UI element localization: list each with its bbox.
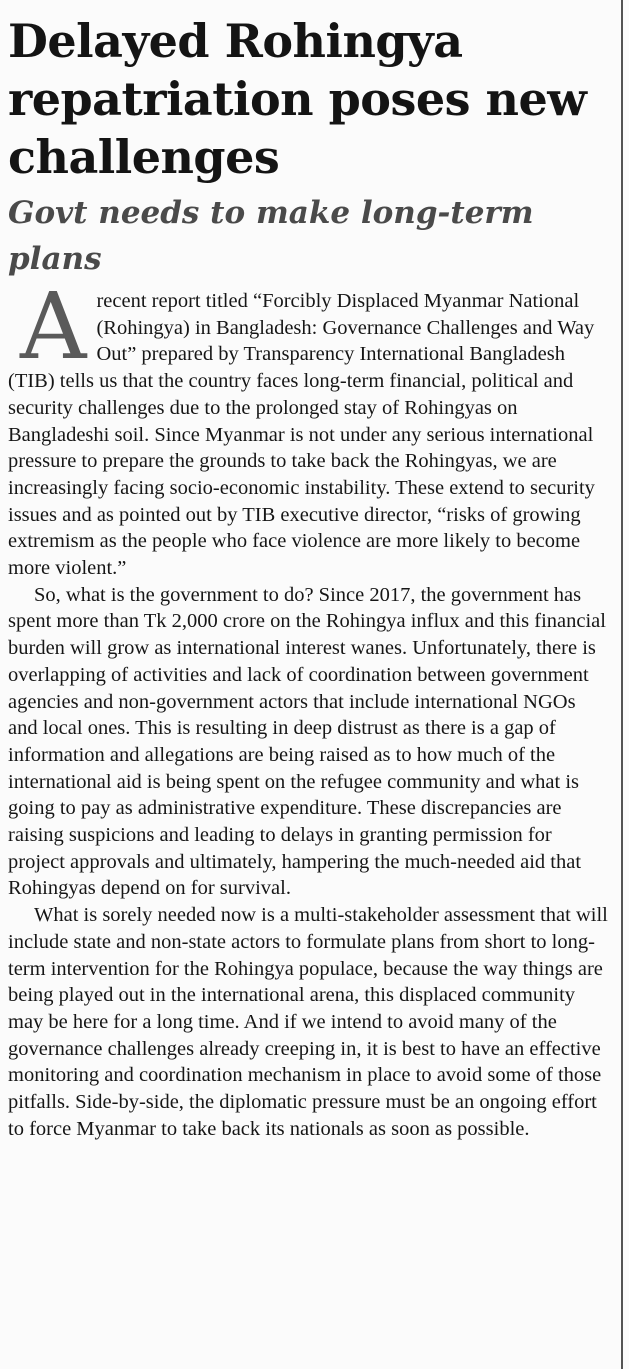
paragraph-2: So, what is the government to do? Since 2017, the government has spent more than Tk 2,000 crore on the Rohingya influx and this financial burden will grow as international interest wanes. Unfortunately, there is overlapping of activities and lack of coordination between government agencies and non-government actors that include international NGOs and local ones. This is resulting in deep distrust as there is a gap of information and allegations are being raised as to how much of the international aid is being spent on the refugee community and what is going to pay as administrative expenditure. These discrepancies are raising suspicions and leading to delays in granting permission for project approvals and ultimately, hampering the much-needed aid that Rohingyas depend on for survival. — [8, 583, 606, 900]
paragraph-1 — [8, 273, 608, 582]
headline: Delayed Rohingya repatriation poses new challenges — [8, 14, 587, 184]
paragraph-1-text: recent report titled “Forcibly Displaced Myanmar National (Rohingya) in Bangladesh: Governance Challenges and Way Out” prepared by Transparency International Bangladesh (TIB) tells us that the country faces long-term financial, political and security challenges due to the prolonged stay of Rohingyas on Bangladeshi soil. Since Myanmar is not under any serious international pressure to prepare the grounds to take back the Rohingyas, we are increasingly facing socio-economic instability. These extend to security issues and as pointed out by TIB executive director, “risks of growing extremism as the people who face violence are more likely to become more violent.” — [8, 290, 595, 580]
article-body — [8, 273, 608, 1143]
paragraph-3: What is sorely needed now is a multi-stakeholder assessment that will include state and non-state actors to formulate plans from short to long-term intervention for the Rohingya populace, because the way things are being played out in the international arena, this displaced community may be here for a long time. And if we intend to avoid many of the governance challenges already creeping in, it is best to have an effective monitoring and coordination mechanism in place to avoid some of those pitfalls. Side-by-side, the diplomatic pressure must be an ongoing effort to force Myanmar to take back its nationals as soon as possible. — [8, 904, 608, 1140]
subheadline: Govt needs to make long-term plans — [8, 195, 534, 277]
editorial-article — [8, 12, 608, 1143]
column-divider — [621, 0, 623, 1369]
drop-cap: A — [20, 273, 87, 380]
